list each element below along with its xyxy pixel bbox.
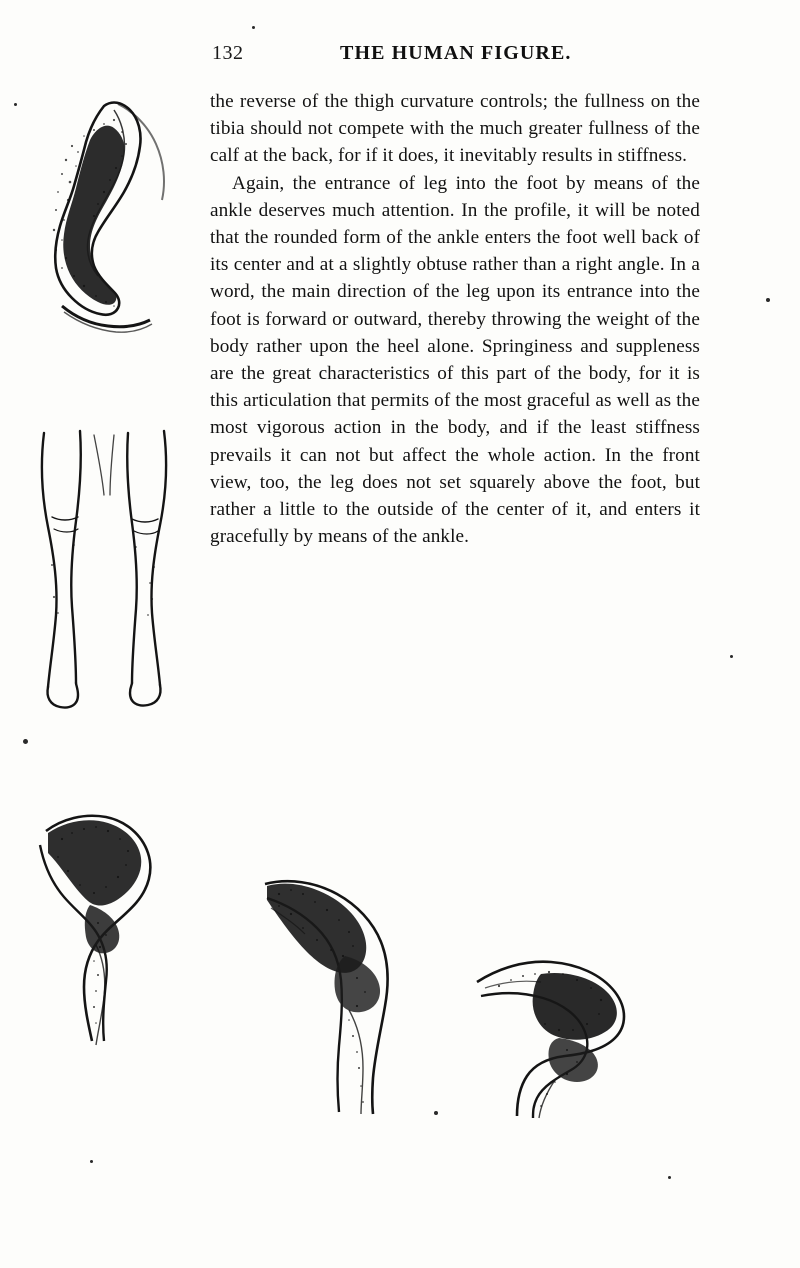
bent-knee-illustration-center: [245, 860, 435, 1120]
running-title: THE HUMAN FIGURE.: [340, 42, 572, 64]
print-speck: [90, 1160, 93, 1163]
print-speck: [766, 298, 770, 302]
print-speck: [730, 655, 733, 658]
bent-knee-illustration-left: [10, 805, 200, 1055]
print-speck: [14, 103, 17, 106]
calf-and-ankle-profile-illustration: [18, 100, 198, 355]
paragraph: Again, the entrance of leg into the foot by means of the ankle deserves much attention. In the profile, it will be noted that the rounded form of the ankle enters the foot well back of its center and at a slightly obtuse rather than a right angle. In a word, the main direction of the leg upon its entrance into the foot is forward or outward, thereby throwing the weight of the body rather upon the heel alone. Springiness and suppleness are the great characteristics of this part of the body, for it is this articulation that permits of the most graceful as well as the most vigorous action in the body, and if the least stiffness prevails it can not but affect the whole action. In the front view, too, the leg does not set squarely above the foot, but rather a little to the outside of the center of it, and enters it gracefully by means of the ankle.: [210, 172, 700, 548]
page-number: 132: [212, 42, 244, 64]
print-speck: [23, 739, 28, 744]
paragraph: the reverse of the thigh curvature controls; the fullness on the tibia should not compete with the much greater fullness of the calf at the back, for if it does, it inevitably results in stiffness.: [210, 91, 700, 167]
legs-front-view-illustration: [18, 425, 188, 715]
print-speck: [668, 1176, 671, 1179]
print-speck: [252, 26, 255, 29]
bent-knee-illustration-right: [455, 930, 655, 1120]
page-header: [0, 42, 800, 68]
body-text-column: [210, 88, 700, 550]
print-speck: [434, 1111, 438, 1115]
